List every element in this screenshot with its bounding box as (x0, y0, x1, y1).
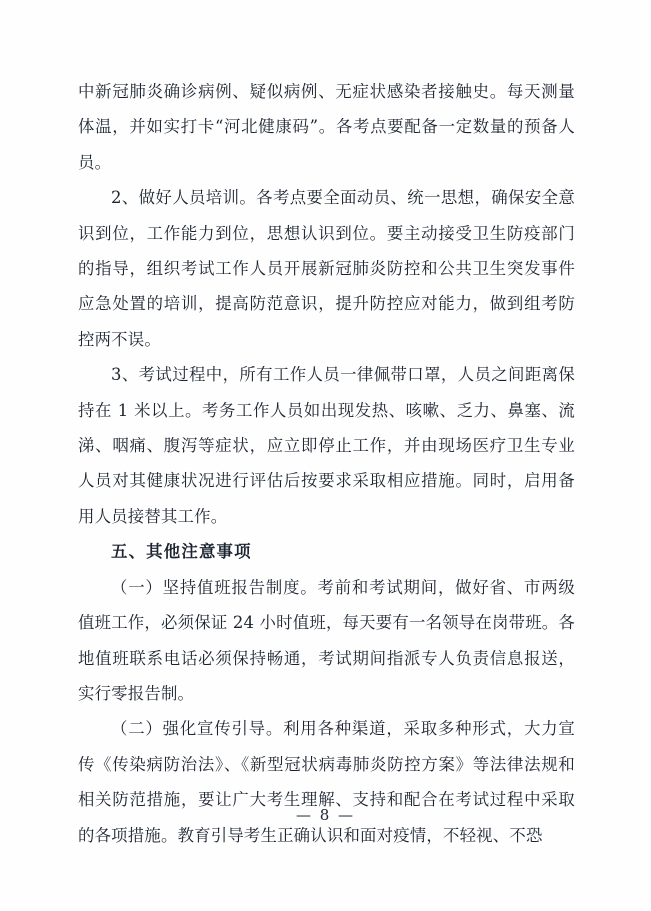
section-heading-five: 五、其他注意事项 (111, 542, 252, 562)
paragraph-continued: 中新冠肺炎确诊病例、疑似病例、无症状感染者接触史。每天测量体温，并如实打卡“河北健康码”。各考点要配备一定数量的预备人员。 (78, 82, 575, 172)
page-number: — 8 — (295, 806, 356, 824)
paragraph-item-3: 3、考试过程中，所有工作人员一律佩带口罩，人员之间距离保持在 1 米以上。考务工作人员如出现发热、咳嗽、乏力、鼻塞、流涕、咽痛、腹泻等症状，应立即停止工作，并由现场医疗卫生专业人员对其健康状况进行评估后按要求采取相应措施。同时，启用备用人员接替其工作。 (78, 365, 575, 526)
paragraph-publicity: （二）强化宣传引导。利用各种渠道，采取多种形式，大力宣传《传染病防治法》、《新型冠状病毒肺炎防控方案》等法律法规和相关防范措施，要让广大考生理解、支持和配合在考试过程中采取的各项措施。教育引导考生正确认识和面对疫情，不轻视、不恐 (78, 719, 575, 845)
paragraph-duty-report: （一）坚持值班报告制度。考前和考试期间，做好省、市两级值班工作，必须保证 24 小时值班，每天要有一名领导在岗带班。各地值班联系电话必须保持畅通，考试期间指派专人负责信息报送，实行零报告制。 (78, 577, 575, 703)
paragraph-item-2: 2、做好人员培训。各考点要全面动员、统一思想，确保安全意识到位，工作能力到位，思想认识到位。要主动接受卫生防疫部门的指导，组织考试工作人员开展新冠肺炎防控和公共卫生突发事件应急处置的培训，提高防范意识，提升防控应对能力，做到组考防控两不误。 (78, 188, 575, 349)
page-body (78, 74, 575, 853)
